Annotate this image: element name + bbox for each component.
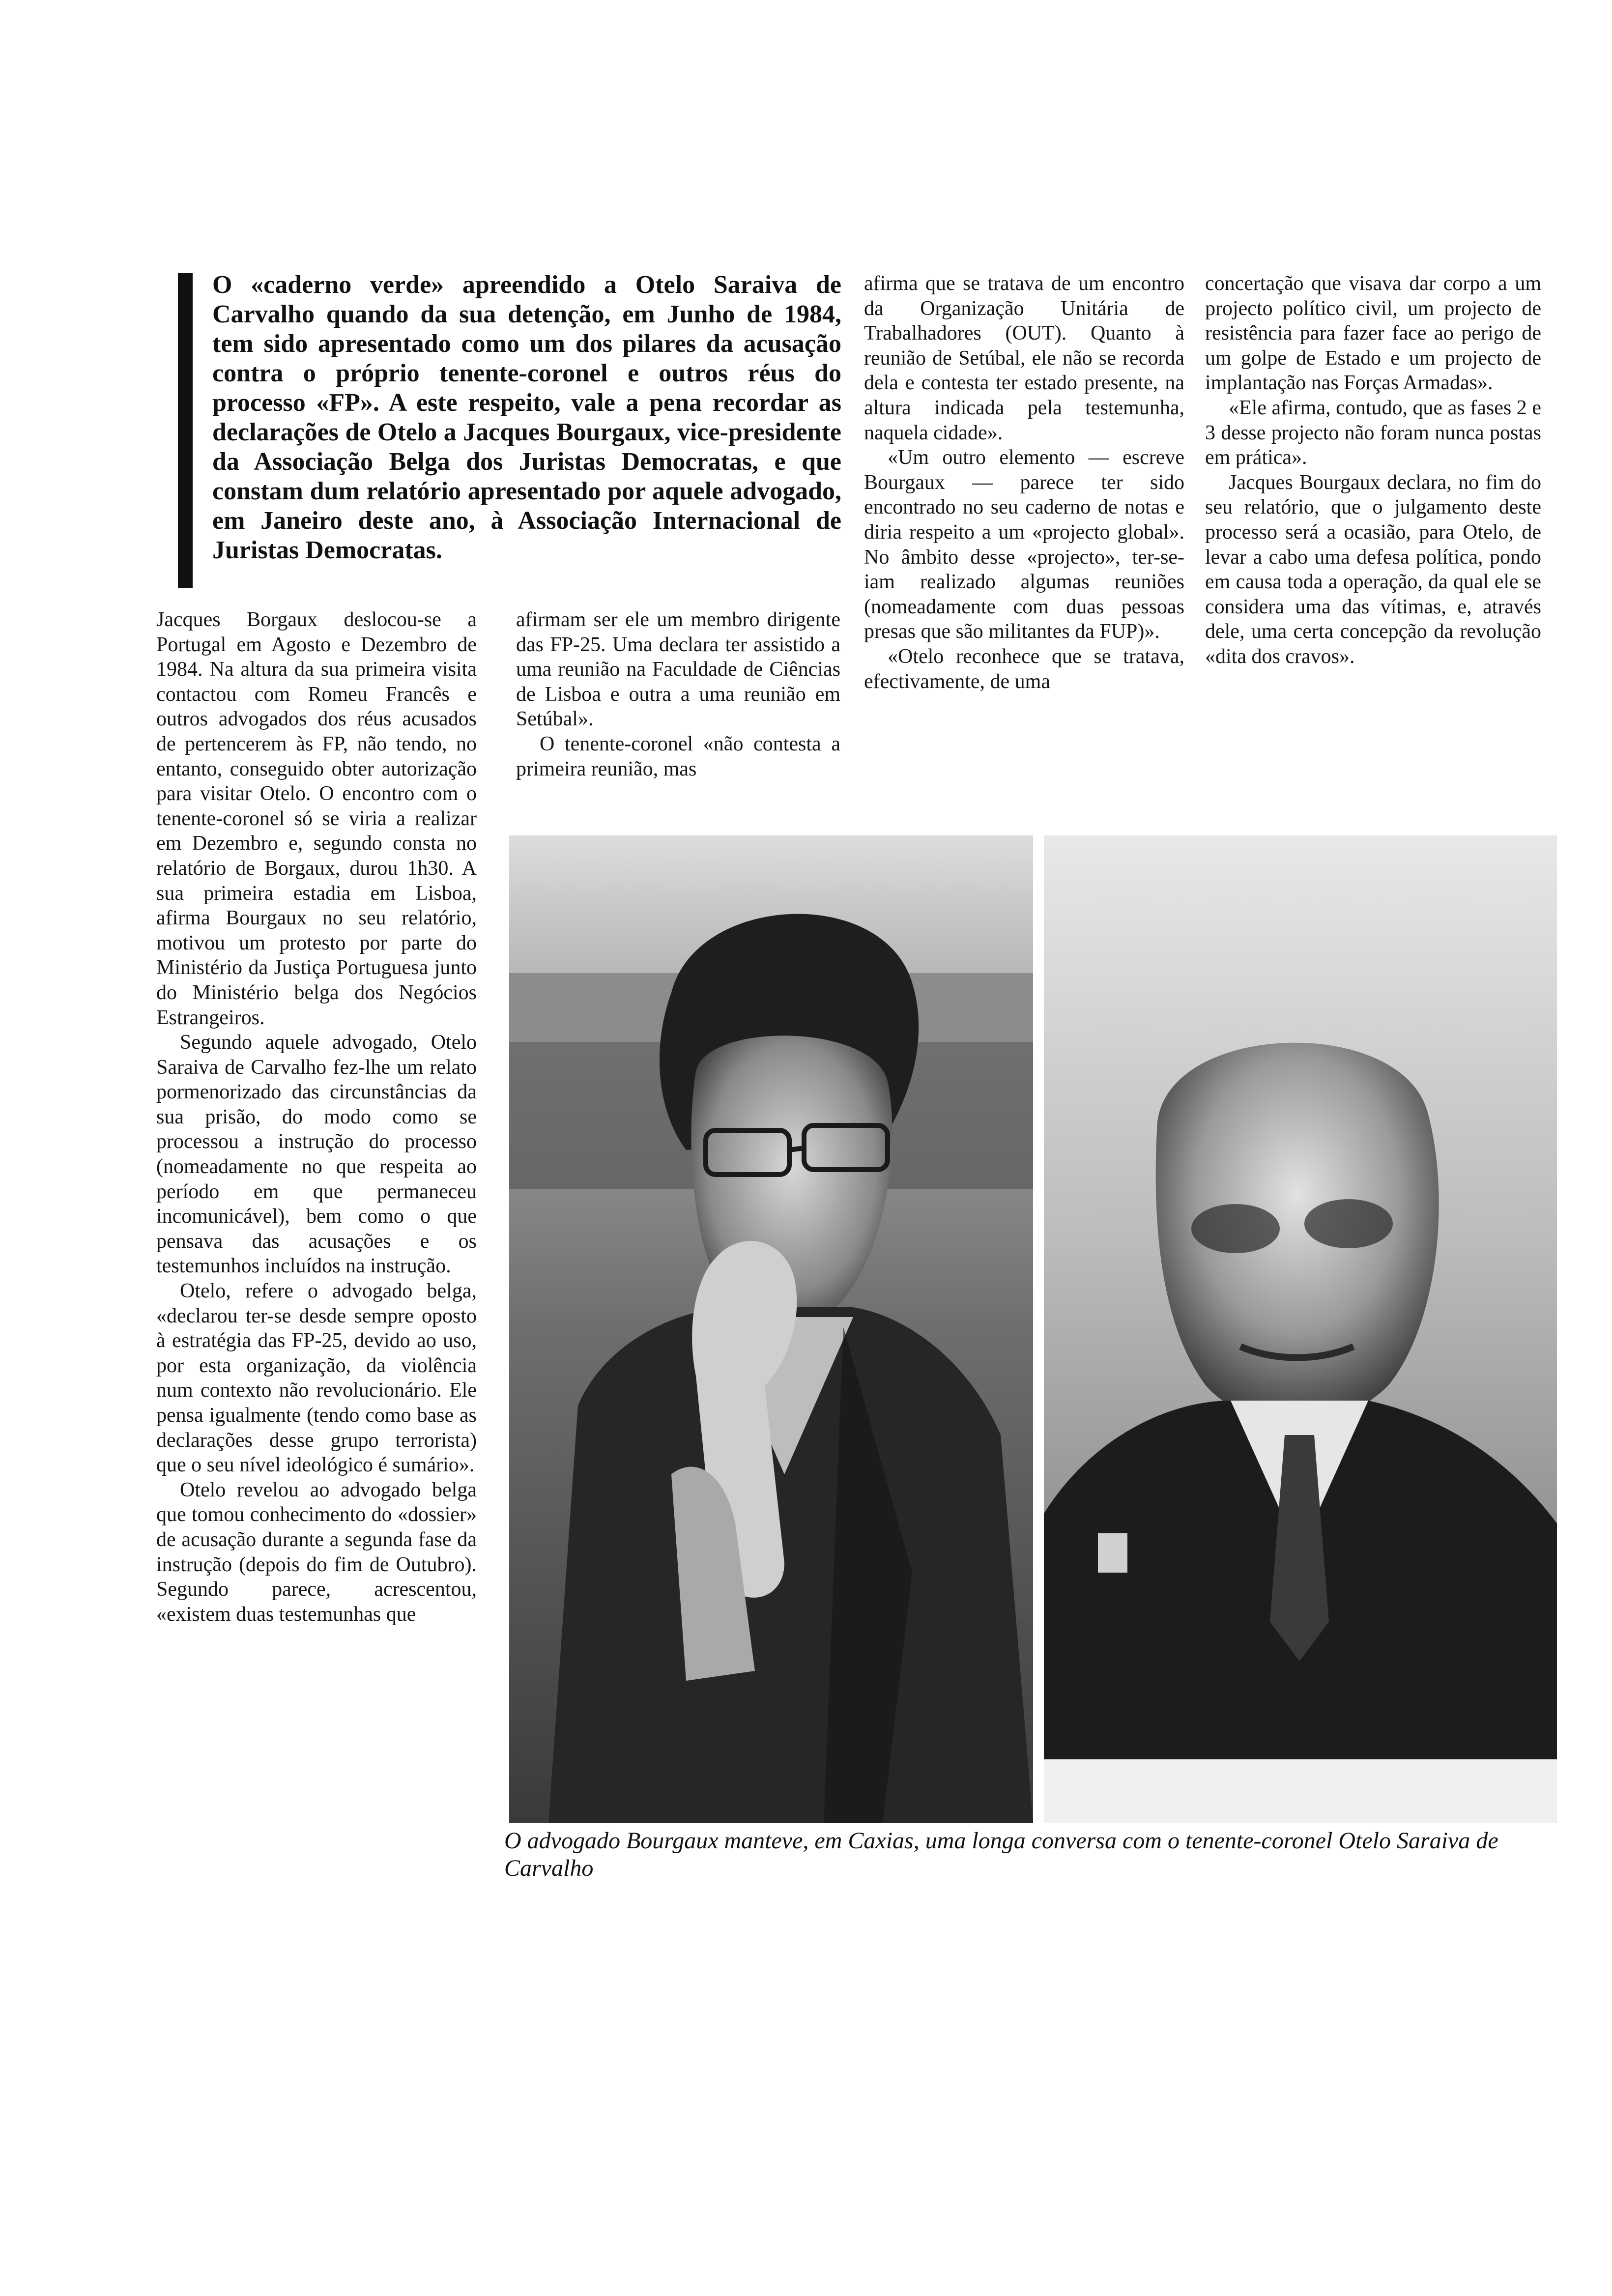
paragraph: «Otelo reconhece que se tratava, efectivamente, de uma: [864, 645, 1184, 693]
paragraph: O tenente-coronel «não contesta a primeira reunião, mas: [516, 732, 840, 780]
paragraph: Segundo aquele advogado, Otelo Saraiva de Carvalho fez-lhe um relato pormenorizado das circunstâncias da sua prisão, do modo como se processou a instrução do processo (nomeadamente no que respeita ao período em que permaneceu incomunicável), bem como o que pensava das acusações e os testemunhos incluídos na instrução.: [156, 1031, 477, 1278]
paragraph: concertação que visava dar corpo a um projecto político civil, um projecto de resistência para fazer face ao perigo de um golpe de Estado e um projecto de implantação nas Forças Armadas».: [1205, 272, 1541, 395]
column-2: [516, 607, 840, 781]
photo-bourgaux: [509, 835, 1033, 1823]
paragraph: Otelo, refere o advogado belga, «declarou ter-se desde sempre oposto à estratégia das FP-25, devido ao uso, por esta organização, da violência num contexto não revolucionário. Ele pensa igualmente (tendo como base as declarações desse grupo terrorista) que o seu nível ideológico é sumário».: [156, 1280, 477, 1477]
lead-marker-bar: [178, 273, 193, 588]
paragraph: «Ele afirma, contudo, que as fases 2 e 3 desse projecto não foram nunca postas em prática».: [1205, 396, 1541, 469]
article-lead: O «caderno verde» apreendido a Otelo Saraiva de Carvalho quando da sua detenção, em Junho de 1984, tem sido apresentado como um dos pilares da acusação contra o próprio tenente-coronel e outros réus do processo «FP». A este respeito, vale a pena recordar as declarações de Otelo a Jacques Bourgaux, vice-presidente da Associação Belga dos Juristas Democratas, e que constam dum relatório apresentado por aquele advogado, em Janeiro deste ano, à Associação Internacional de Juristas Democratas.: [212, 271, 841, 564]
paragraph: Jacques Bourgaux declara, no fim do seu relatório, que o julgamento deste processo será a ocasião, para Otelo, de levar a cabo uma defesa política, pondo em causa toda a operação, da qual ele se considera uma das vítimas, e, através dele, uma certa concepção da revolução «dita dos cravos».: [1205, 471, 1541, 668]
column-4: [1205, 271, 1541, 669]
paragraph: Jacques Borgaux deslocou-se a Portugal em Agosto e Dezembro de 1984. Na altura da sua primeira visita contactou com Romeu Francês e outros advogados dos réus acusados de pertencerem às FP, não tendo, no entanto, conseguido obter autorização para visitar Otelo. O encontro com o tenente-coronel só se viria a realizar em Dezembro e, segundo consta no relatório de Borgaux, durou 1h30. A sua primeira estadia em Lisboa, afirma Bourgaux no seu relatório, motivou um protesto por parte do Ministério da Justiça Portuguesa junto do Ministério belga dos Negócios Estrangeiros.: [156, 608, 477, 1029]
photo-otelo-image: [1044, 835, 1557, 1823]
photo-caption: O advogado Bourgaux manteve, em Caxias, uma longa conversa com o tenente-coronel Otelo Saraiva de Carvalho: [504, 1828, 1498, 1881]
paragraph: «Um outro elemento — escreve Bourgaux — parece ter sido encontrado no seu caderno de notas e diria respeito a um «projecto global». No âmbito desse «projecto», ter-se-iam realizado algumas reuniões (nomeadamente com duas pessoas presas que são militantes da FUP)».: [864, 446, 1184, 643]
column-3: [864, 271, 1184, 694]
paragraph: Otelo revelou ao advogado belga que tomou conhecimento do «dossier» de acusação durante a segunda fase da instrução (depois do fim de Outubro). Segundo parece, acrescentou, «existem duas testemunhas que: [156, 1478, 477, 1626]
paragraph: afirmam ser ele um membro dirigente das FP-25. Uma declara ter assistido a uma reunião na Faculdade de Ciências de Lisboa e outra a uma reunião em Setúbal».: [516, 608, 840, 731]
photo-otelo: [1044, 835, 1557, 1823]
column-1: [156, 607, 477, 1627]
paragraph: afirma que se tratava de um encontro da Organização Unitária de Trabalhadores (OUT). Quanto à reunião de Setúbal, ele não se recorda dela e contesta ter estado presente, na altura indicada pela testemunha, naquela cidade».: [864, 272, 1184, 444]
photo-bourgaux-image: [509, 835, 1033, 1823]
